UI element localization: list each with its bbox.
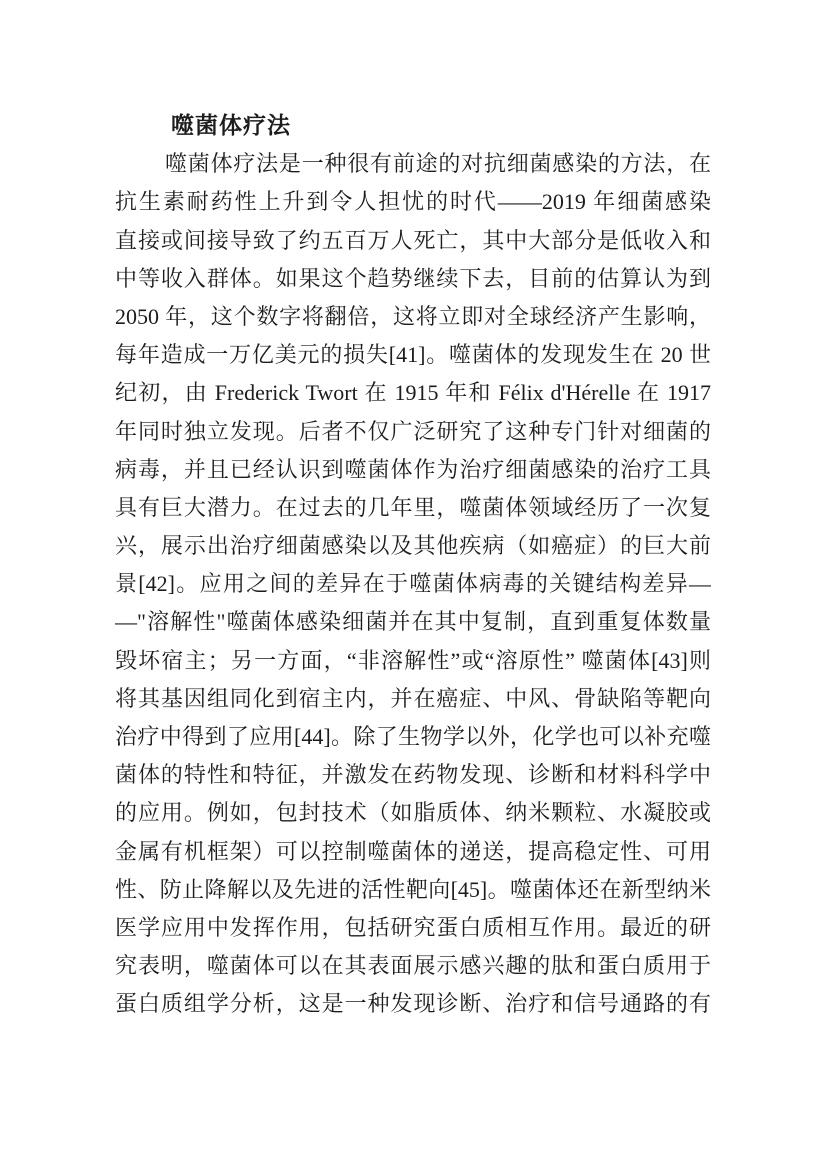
paragraph-line: 每年造成一万亿美元的损失[41]。噬菌体的发现发生在 20 世 (115, 342, 711, 368)
body-paragraph (115, 145, 711, 1023)
paragraph-line: 菌体的特性和特征，并激发在药物发现、诊断和材料科学中 (115, 762, 711, 788)
paragraph-line: 噬菌体疗法是一种很有前途的对抗细菌感染的方法，在 (165, 151, 711, 177)
paragraph-line: 的应用。例如，包封技术（如脂质体、纳米颗粒、水凝胶或 (115, 800, 711, 826)
paragraph-line: 抗生素耐药性上升到令人担忧的时代——2019 年细菌感染 (115, 189, 711, 215)
paragraph-line: 直接或间接导致了约五百万人死亡，其中大部分是低收入和 (115, 227, 711, 253)
paragraph-line: 性、防止降解以及先进的活性靶向[45]。噬菌体还在新型纳米 (115, 876, 711, 902)
paragraph-line: —"溶解性"噬菌体感染细菌并在其中复制，直到重复体数量 (115, 609, 711, 635)
paragraph-line: 纪初，由 Frederick Twort 在 1915 年和 Félix d'Hérelle 在 1917 (115, 380, 711, 406)
paragraph-line: 2050 年，这个数字将翻倍，这将立即对全球经济产生影响， (115, 303, 711, 329)
paragraph-line: 具有巨大潜力。在过去的几年里，噬菌体领域经历了一次复 (115, 494, 711, 520)
text-block (115, 107, 711, 1024)
paragraph-line: 中等收入群体。如果这个趋势继续下去，目前的估算认为到 (115, 265, 711, 291)
paragraph-line: 年同时独立发现。后者不仅广泛研究了这种专门针对细菌的 (115, 418, 711, 444)
paragraph-line: 将其基因组同化到宿主内，并在癌症、中风、骨缺陷等靶向 (115, 685, 711, 711)
section-heading: 噬菌体疗法 (171, 113, 291, 138)
paragraph-line: 究表明，噬菌体可以在其表面展示感兴趣的肽和蛋白质用于 (115, 953, 711, 979)
paragraph-line: 病毒，并且已经认识到噬菌体作为治疗细菌感染的治疗工具 (115, 456, 711, 482)
paragraph-line: 医学应用中发挥作用，包括研究蛋白质相互作用。最近的研 (115, 914, 711, 940)
paragraph-line: 景[42]。应用之间的差异在于噬菌体病毒的关键结构差异— (115, 571, 711, 597)
paragraph-line: 蛋白质组学分析，这是一种发现诊断、治疗和信号通路的有 (115, 991, 711, 1017)
paragraph-line: 治疗中得到了应用[44]。除了生物学以外，化学也可以补充噬 (115, 724, 711, 749)
paragraph-line: 金属有机框架）可以控制噬菌体的递送，提高稳定性、可用 (115, 838, 711, 864)
paragraph-line: 毁坏宿主；另一方面，“非溶解性”或“溶原性” 噬菌体[43]则 (115, 647, 711, 673)
paragraph-line: 兴，展示出治疗细菌感染以及其他疾病（如癌症）的巨大前 (115, 533, 711, 559)
